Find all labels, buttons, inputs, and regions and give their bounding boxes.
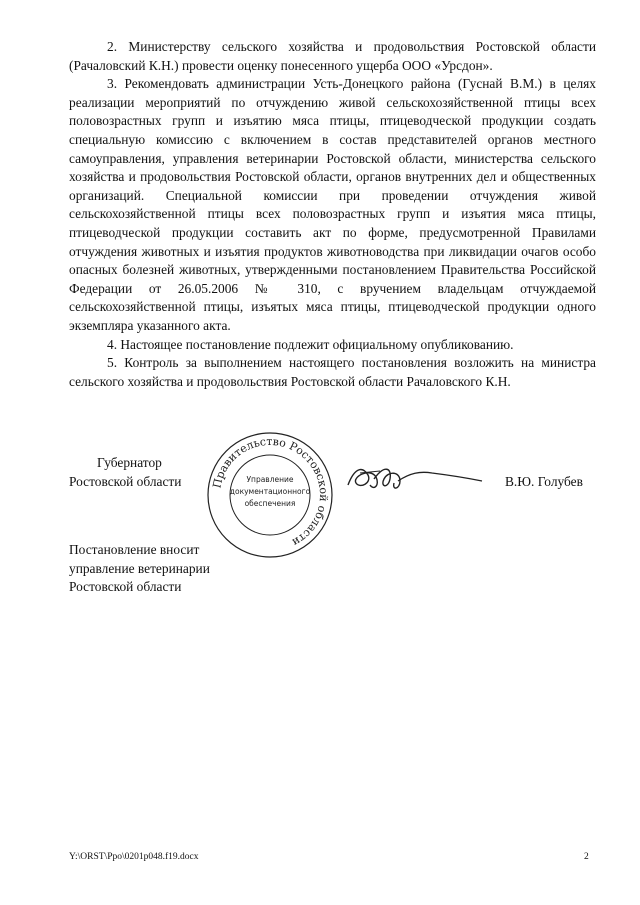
signatory-title-line2: Ростовской области [69, 473, 182, 489]
paragraph-5: 5. Контроль за выполнением настоящего постановления возложить на министра сельского хозяйства и продовольствия Ростовской области Рачаловского К.Н. [69, 355, 596, 389]
handwritten-signature [340, 455, 490, 505]
paragraph-2: 2. Министерству сельского хозяйства и продовольствия Ростовской области (Рачаловский К.Н.) провести оценку понесенного ущерба ООО «Урсдон». [69, 39, 596, 73]
document-body [69, 38, 596, 391]
seal-inner-line3: обеспечения [244, 499, 296, 508]
footer-file-path: Y:\ORST\Ppo\0201p048.f19.docx [69, 852, 199, 862]
submitted-by-note [69, 541, 269, 597]
seal-inner-line1: Управление [246, 475, 294, 484]
paragraph-3: 3. Рекомендовать администрации Усть-Донецкого района (Гуснай В.М.) в целях реализации мероприятий по отчуждению живой сельскохозяйственной птицы всех половозрастных групп и изъятию мяса птицы, птицеводческой продукции создать специальную комиссию с включением в состав представителей органов местного самоуправления, управления ветеринарии Ростовской области, министерства сельского хозяйства и продовольствия Ростовской области, органов внутренних дел и общественных организаций. Специальной комиссии при проведении отчуждения живой сельскохозяйственной птицы всех половозрастных групп и изъятия мяса птицы, птицеводческой продукции составить акт по форме, предусмотренной Правилами отчуждения животных и изъятия продуктов животноводства при ликвидации очагов особо опасных болезней животных, утвержденными постановлением Правительства Российской Федерации от 26.05.2006 № 310, с вручением владельцам отчуждаемой сельскохозяйственной птицы, изъятых мяса птицы, птицеводческой продукции одного экземпляра указанного акта. [69, 76, 596, 333]
paragraph-4: 4. Настоящее постановление подлежит официальному опубликованию. [107, 336, 514, 352]
page-number: 2 [584, 852, 589, 862]
submitted-by-line1: Постановление вносит [69, 542, 200, 557]
signatory-title [69, 454, 199, 491]
signatory-title-line1: Губернатор [97, 455, 162, 470]
submitted-by-line3: Ростовской области [69, 579, 182, 595]
seal-inner-line2: документационного [229, 487, 311, 496]
signatory-name: В.Ю. Голубев [505, 474, 583, 489]
seal-ring-text: Правительство Ростовской области [210, 434, 331, 550]
submitted-by-line2: управление ветеринарии [69, 560, 210, 576]
